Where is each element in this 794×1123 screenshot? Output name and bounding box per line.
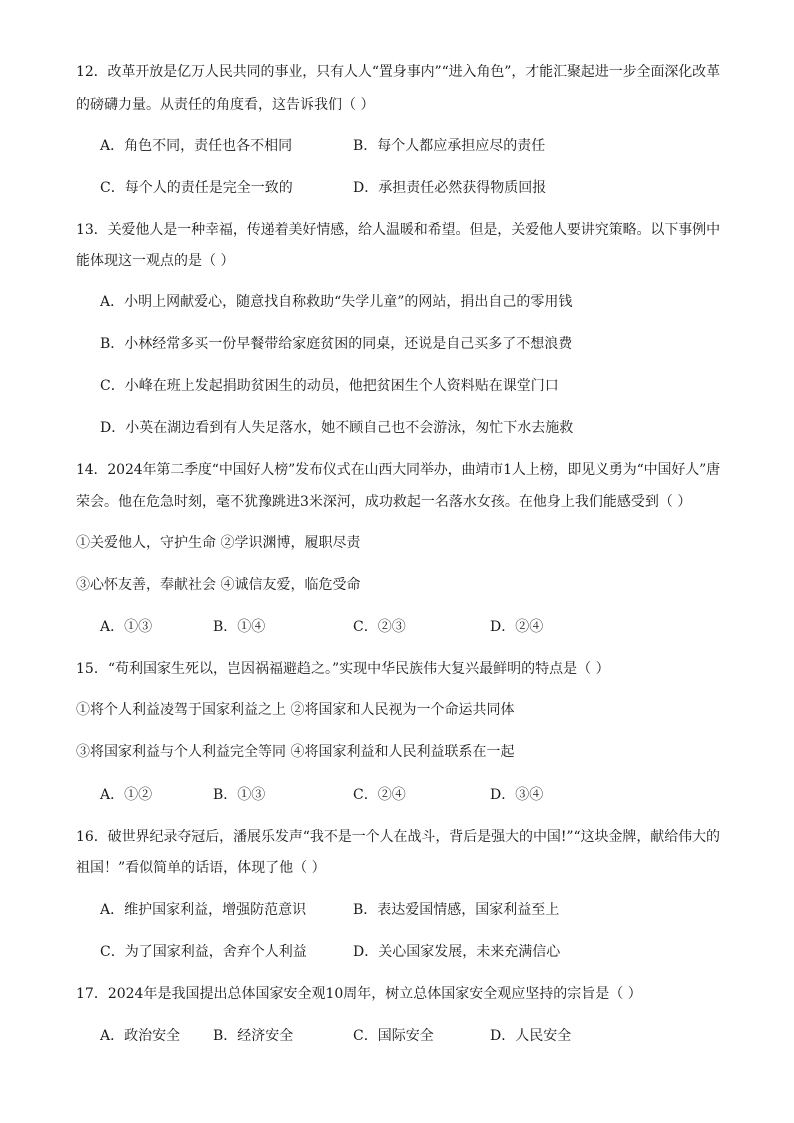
option-a: A．政治安全: [100, 1028, 181, 1044]
statement-item: ①关爱他人，守护生命 ②学识渊博，履职尽责: [76, 535, 361, 551]
option-d: D．人民安全: [490, 1028, 572, 1044]
statement-item: ①将个人利益凌驾于国家利益之上 ②将国家和人民视为一个命运共同体: [76, 702, 515, 718]
question-stem-line: 能体现这一观点的是（ ）: [76, 253, 235, 269]
option-d: D．承担责任必然获得物质回报: [353, 180, 547, 196]
question-stem-line: 16．破世界纪录夺冠后，潘展乐发声“我不是一个人在战斗，背后是强大的中国!”“这块金牌，献给伟大的: [76, 829, 720, 845]
option-c: C．国际安全: [353, 1028, 434, 1044]
option-b: B．经济安全: [213, 1028, 294, 1044]
option-a: A．角色不同，责任也各不相同: [100, 138, 293, 154]
option-d: D．②④: [490, 619, 544, 635]
question-stem-line: 的磅礴力量。从责任的角度看，这告诉我们（ ）: [76, 97, 375, 113]
option-c: C．每个人的责任是完全一致的: [100, 180, 293, 196]
question-stem-line: 15．“苟利国家生死以，岂因祸福避趋之。”实现中华民族伟大复兴最鲜明的特点是（ ）: [76, 661, 610, 677]
option-c: C．②③: [353, 619, 406, 635]
question-stem-line: 17．2024年是我国提出总体国家安全观10周年，树立总体国家安全观应坚持的宗旨是（ ）: [76, 986, 642, 1002]
statement-item: ③将国家利益与个人利益完全等同 ④将国家利益和人民利益联系在一起: [76, 744, 515, 760]
option-d: D．关心国家发展，未来充满信心: [353, 944, 561, 960]
option-d: D．小英在湖边看到有人失足落水，她不顾自己也不会游泳，匆忙下水去施救: [100, 420, 574, 436]
option-c: C．②④: [353, 787, 406, 803]
question-stem-line: 祖国！”看似简单的话语，体现了他（ ）: [76, 860, 326, 876]
option-c: C．小峰在班上发起捐助贫困生的动员，他把贫困生个人资料贴在课堂门口: [100, 378, 559, 394]
option-d: D．③④: [490, 787, 544, 803]
option-b: B．表达爱国情感，国家利益至上: [353, 902, 560, 918]
option-b: B．小林经常多买一份早餐带给家庭贫困的同桌，还说是自己买多了不想浪费: [100, 336, 573, 352]
option-b: B．每个人都应承担应尽的责任: [353, 138, 546, 154]
question-stem-line: 荣会。他在危急时刻，毫不犹豫跳进3米深河，成功救起一名落水女孩。在他身上我们能感受到（ ）: [76, 494, 692, 510]
option-b: B．①③: [213, 787, 266, 803]
option-a: A．①②: [100, 787, 153, 803]
option-b: B．①④: [213, 619, 266, 635]
option-a: A．小明上网献爱心，随意找自称救助“失学儿童”的网站，捐出自己的零用钱: [100, 294, 573, 310]
question-stem-line: 14．2024年第二季度“中国好人榜”发布仪式在山西大同举办，曲靖市1人上榜，即见义勇为“中国好人”唐: [76, 462, 720, 478]
question-stem-line: 12．改革开放是亿万人民共同的事业，只有人人“置身事内”“进入角色”，才能汇聚起进一步全面深化改革: [76, 64, 720, 80]
question-stem-line: 13．关爱他人是一种幸福，传递着美好情感，给人温暖和希望。但是，关爱他人要讲究策略。以下事例中: [76, 222, 720, 238]
option-a: A．①③: [100, 619, 153, 635]
option-a: A．维护国家利益，增强防范意识: [100, 902, 307, 918]
option-c: C．为了国家利益，舍弃个人利益: [100, 944, 307, 960]
statement-item: ③心怀友善，奉献社会 ④诚信友爱，临危受命: [76, 577, 361, 593]
